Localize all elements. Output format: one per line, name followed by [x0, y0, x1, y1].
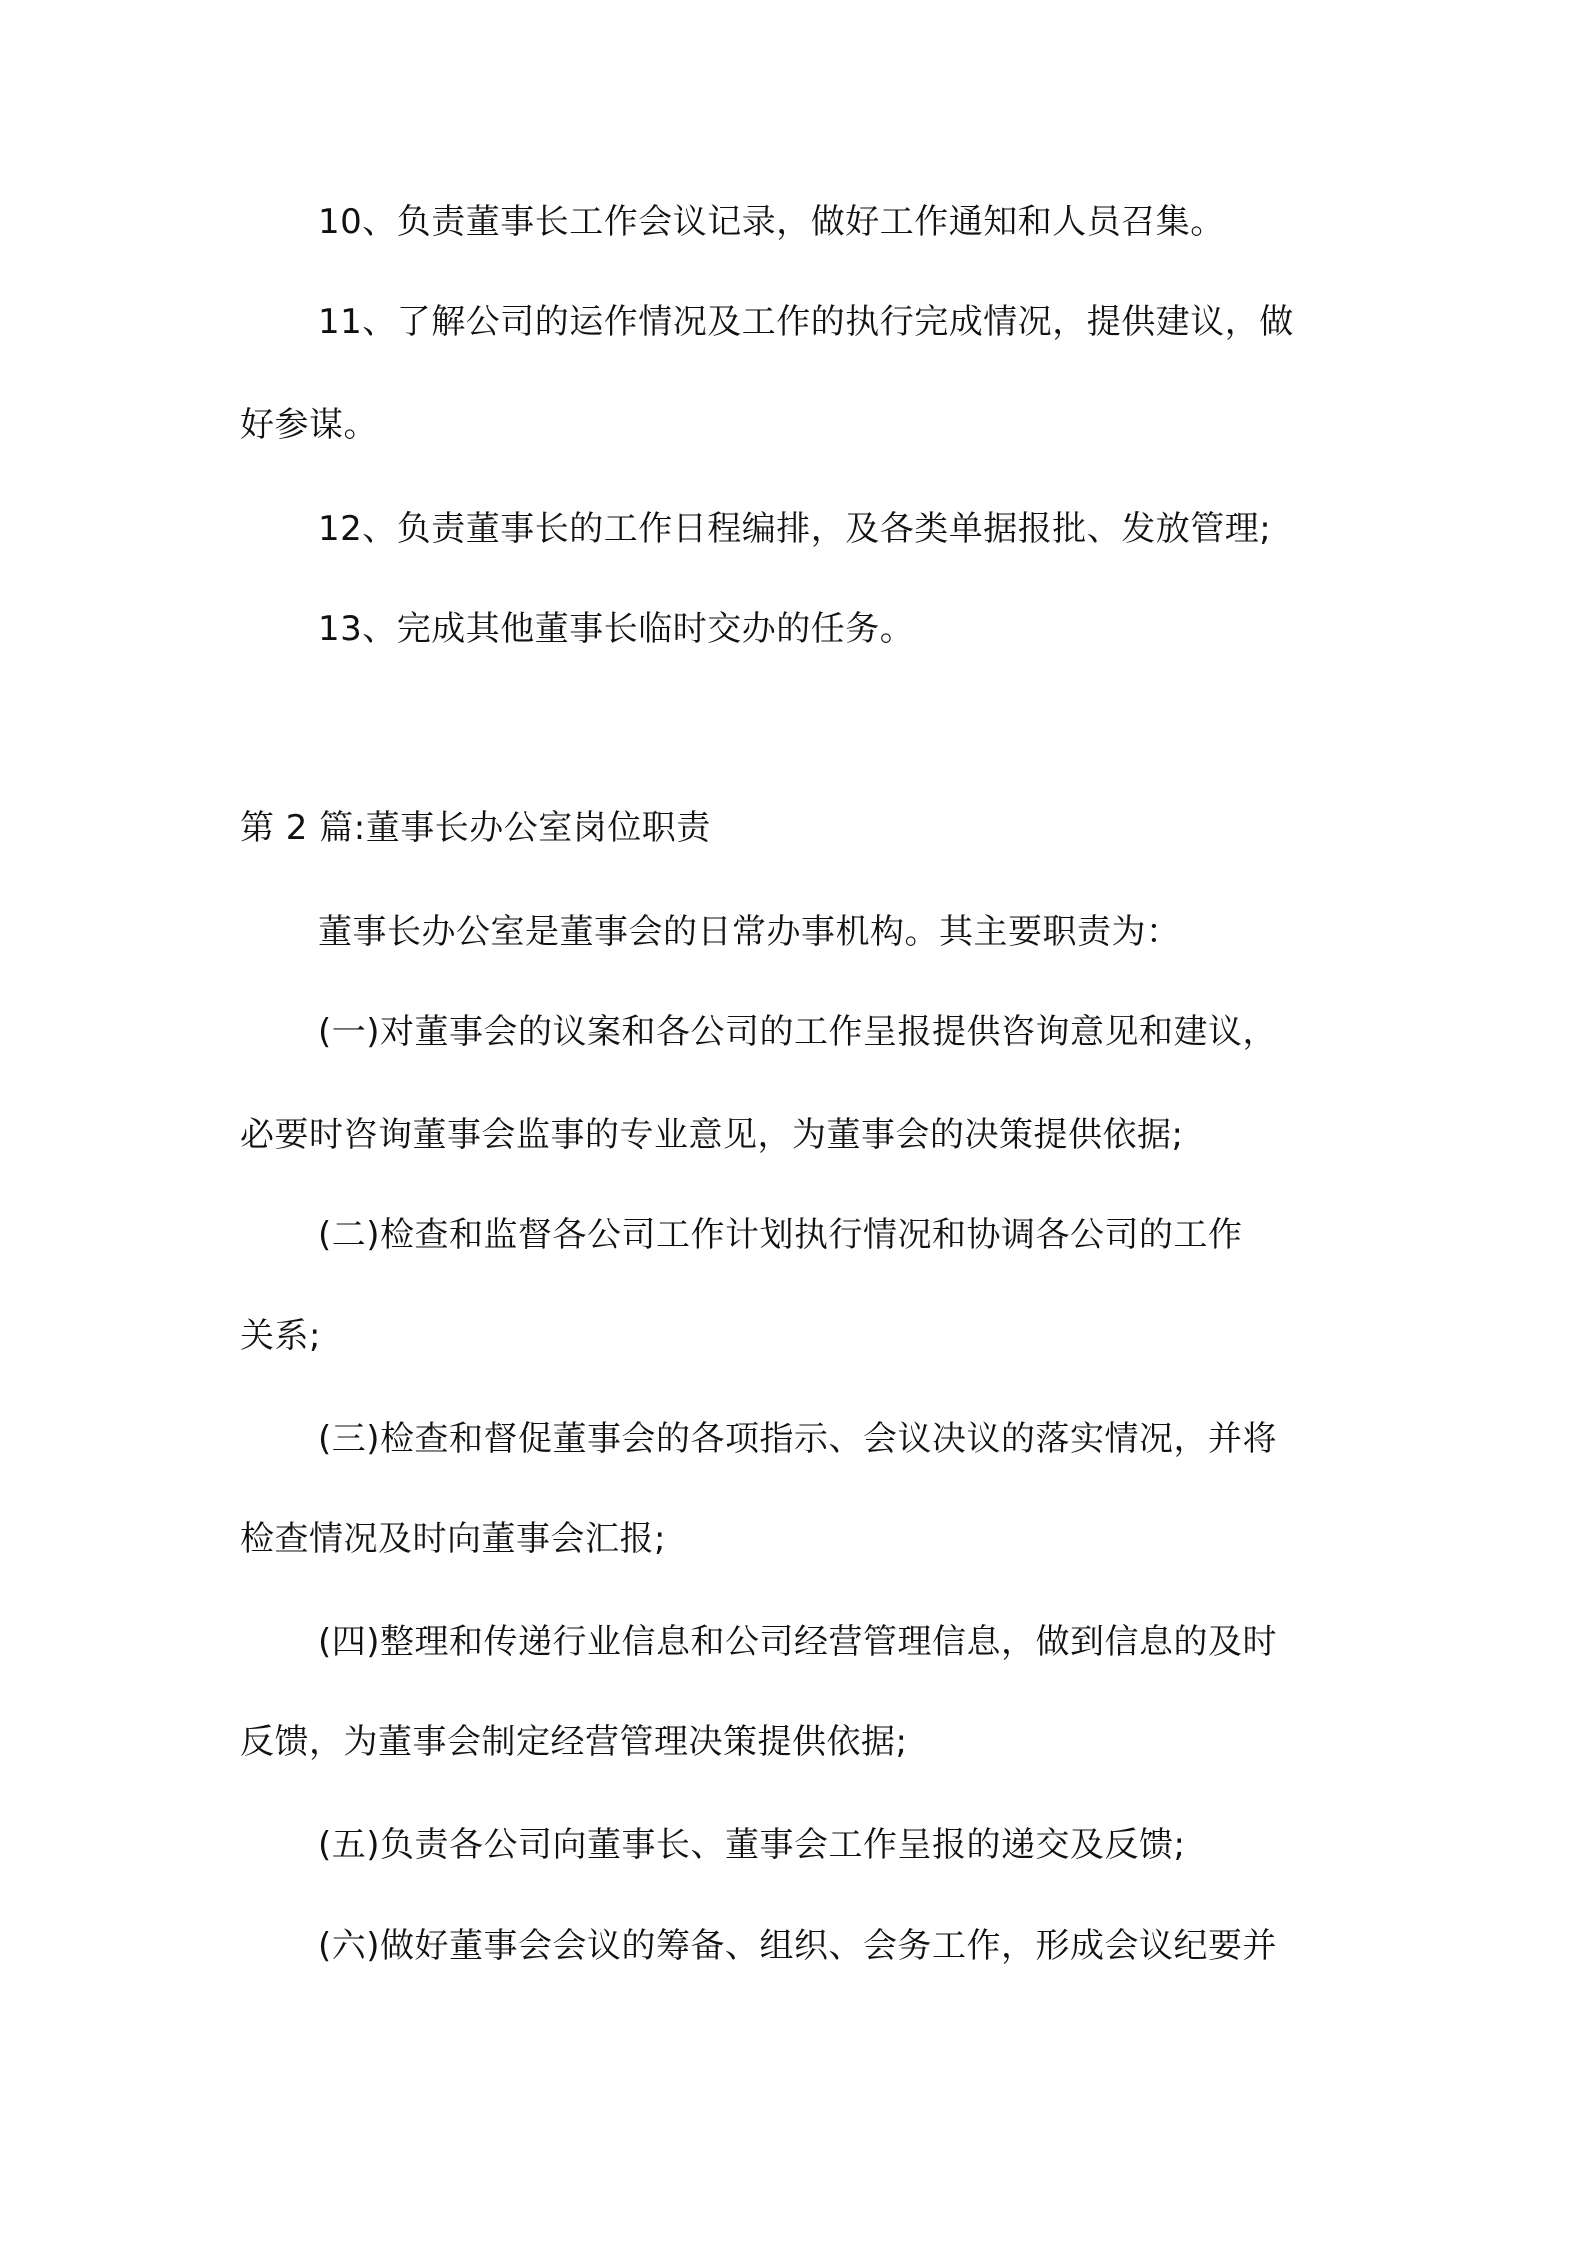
duty-3-line-2: 检查情况及时向董事会汇报; [240, 1519, 666, 1559]
duty-4-line-1: (四)整理和传递行业信息和公司经营管理信息，做到信息的及时 [318, 1622, 1278, 1662]
duty-2-line-1: (二)检查和监督各公司工作计划执行情况和协调各公司的工作 [318, 1215, 1243, 1255]
duty-5-line: (五)负责各公司向董事长、董事会工作呈报的递交及反馈; [318, 1825, 1186, 1865]
item-10-line: 10、负责董事长工作会议记录，做好工作通知和人员召集。 [318, 202, 1225, 242]
duty-3-line-1: (三)检查和督促董事会的各项指示、会议决议的落实情况，并将 [318, 1419, 1278, 1459]
duty-4-line-2: 反馈，为董事会制定经营管理决策提供依据; [240, 1722, 908, 1762]
item-12-line: 12、负责董事长的工作日程编排，及各类单据报批、发放管理; [318, 509, 1272, 549]
item-13-line: 13、完成其他董事长临时交办的任务。 [318, 609, 915, 649]
duty-2-line-2: 关系; [240, 1316, 321, 1356]
item-11-line-2: 好参谋。 [240, 405, 378, 445]
item-11-line-1: 11、了解公司的运作情况及工作的执行完成情况，提供建议，做 [318, 302, 1294, 342]
duty-6-line-1: (六)做好董事会会议的筹备、组织、会务工作，形成会议纪要并 [318, 1926, 1278, 1966]
section-heading: 第 2 篇:董事长办公室岗位职责 [240, 808, 711, 848]
duty-1-line-1: (一)对董事会的议案和各公司的工作呈报提供咨询意见和建议， [318, 1012, 1278, 1052]
duty-1-line-2: 必要时咨询董事会监事的专业意见，为董事会的决策提供依据; [240, 1115, 1184, 1155]
intro-paragraph: 董事长办公室是董事会的日常办事机构。其主要职责为： [318, 912, 1181, 952]
